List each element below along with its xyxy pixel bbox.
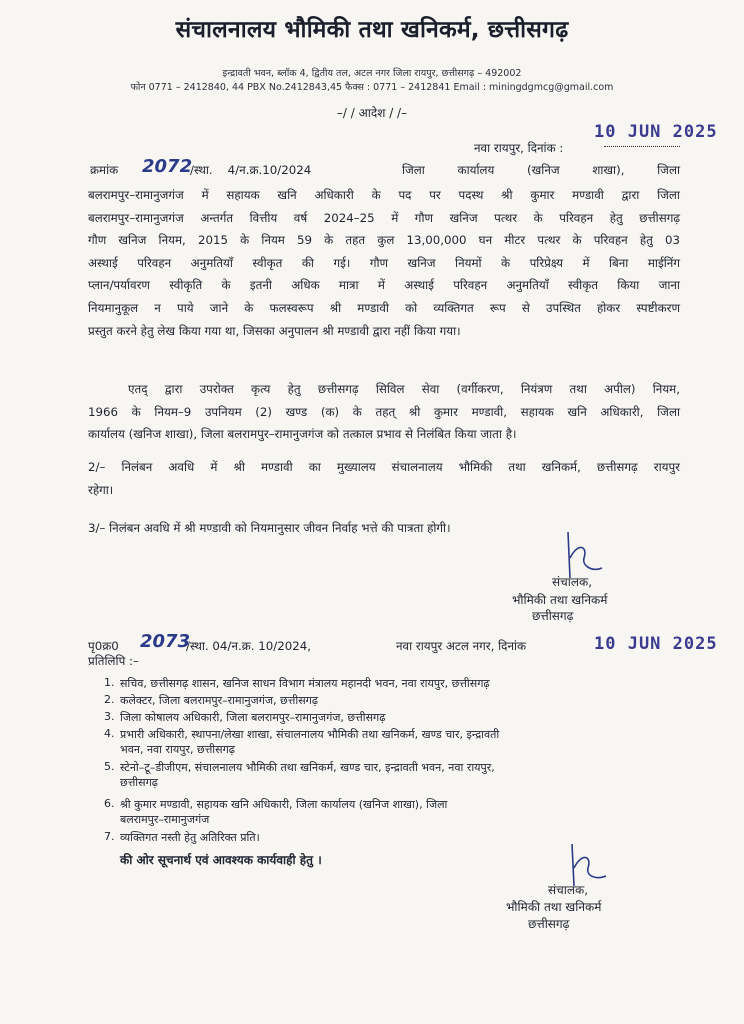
point-2-line: रहेगा। xyxy=(88,482,114,497)
signature1-designation: संचालक, xyxy=(552,575,593,589)
cc-item: सचिव, छत्तीसगढ़ शासन, खनिज साधन विभाग मंत्रालय महानदी भवन, नवा रायपुर, छत्तीसगढ़ xyxy=(120,677,490,690)
place-date-label: नवा रायपुर, दिनांक : xyxy=(474,141,564,155)
date-dotted-line xyxy=(604,146,680,147)
letterhead-title: संचालनालय भौमिकी तथा खनिकर्म, छत्तीसगढ़ xyxy=(175,17,569,43)
signature-mark xyxy=(558,528,608,580)
cc-item: श्री कुमार मण्डावी, सहायक खनि अधिकारी, जिला कार्यालय (खनिज शाखा), जिला xyxy=(120,798,448,811)
para1-line: बलरामपुर–रामानुजगंज अन्तर्गत वित्तीय वर्ष 2024–25 में गौण खनिज पत्थर के परिवहन हेतु छत्तीसगढ़ xyxy=(88,210,680,225)
cc-number: 2. xyxy=(104,693,115,706)
signature2-state: छत्तीसगढ़ xyxy=(528,917,570,931)
cc-number: 4. xyxy=(104,727,115,740)
cc-item: स्टेनो–टू–डीजीएम, संचालनालय भौमिकी तथा खनिकर्म, खण्ड चार, इन्द्रावती भवन, नवा रायपुर, xyxy=(120,761,495,774)
letterhead-address: इन्द्रावती भवन, ब्लॉक 4, द्वितीय तल, अटल नगर जिला रायपुर, छत्तीसगढ़ – 492002 xyxy=(222,68,522,79)
date-stamp: 10 JUN 2025 xyxy=(594,122,718,142)
cc-number: 6. xyxy=(104,797,115,810)
signature2-designation: संचालक, xyxy=(548,883,589,897)
para1-line: अस्थाई परिवहन अनुमतियाँ स्वीकृत की गई। गौण खनिज नियमों के परिप्रेक्ष्य में बिना माईनिंग xyxy=(88,255,680,270)
para2-line: एतद् द्वारा उपरोक्त कृत्य हेतु छत्तीसगढ़ सिविल सेवा (वर्गीकरण, नियंत्रण तथा अपील) नियम, xyxy=(128,382,680,396)
cc-item-continued: भवन, नवा रायपुर, छत्तीसगढ़ xyxy=(120,743,235,756)
cc-item: प्रभारी अधिकारी, स्थापना/लेखा शाखा, संचालनालय भौमिकी तथा खनिकर्म, खण्ड चार, इन्द्रावती xyxy=(120,728,500,741)
signature1-department: भौमिकी तथा खनिकर्म xyxy=(512,593,608,607)
signature1-state: छत्तीसगढ़ xyxy=(532,609,574,623)
cc-item: कलेक्टर, जिला बलरामपुर–रामानुजगंज, छत्तीसगढ़ xyxy=(120,694,319,707)
para2-line: कार्यालय (खनिज शाखा), जिला बलरामपुर–रामानुजगंज को तत्काल प्रभाव से निलंबित किया जाता है। xyxy=(88,427,517,442)
letterhead-contact: फोन 0771 – 2412840, 44 PBX No.2412843,45 फैक्स : 0771 – 2412841 Email : miningdgmcg@gmail.com xyxy=(130,82,614,93)
endorsement-prefix: पृ0क्र0 xyxy=(88,639,119,653)
para1-line: जिला कार्यालय (खनिज शाखा), जिला xyxy=(402,163,680,177)
cc-number: 5. xyxy=(104,760,115,773)
cc-item: जिला कोषालय अधिकारी, जिला बलरामपुर–रामानुजगंज, छत्तीसगढ़ xyxy=(120,711,386,724)
cc-item-continued: बलरामपुर–रामानुजगंज xyxy=(120,813,210,826)
ref-handwritten-number: 2072 xyxy=(142,156,193,177)
para1-line: गौण खनिज नियम, 2015 के नियम 59 के तहत कुल 13,00,000 घन मीटर पत्थर के परिवहन हेतु 03 xyxy=(88,233,680,248)
order-heading: –/ / आदेश / /– xyxy=(336,106,408,120)
ref-suffix: /स्था. 4/न.क्र.10/2024 xyxy=(190,163,312,177)
para2-line: 1966 के नियम–9 उपनियम (2) खण्ड (क) के तहत् श्री कुमार मण्डावी, सहायक खनि अधिकारी, जिला xyxy=(88,404,680,419)
endorsement-suffix: /स्था. 04/न.क्र. 10/2024, xyxy=(186,639,312,653)
signature2-department: भौमिकी तथा खनिकर्म xyxy=(506,900,602,914)
cc-item: व्यक्तिगत नस्ती हेतु अतिरिक्त प्रति। xyxy=(120,831,260,844)
cc-number: 3. xyxy=(104,710,115,723)
para1-line: नियमानुकूल न पाये जाने के फलस्वरूप श्री मण्डावी को व्यक्तिगत रूप से उपस्थित होकर स्पष्टीकरण xyxy=(88,300,680,315)
para1-line: बलरामपुर–रामानुजगंज में सहायक खनि अधिकारी के पद पर पदस्थ श्री कुमार मण्डावी द्वारा जिला xyxy=(88,188,680,202)
para2 xyxy=(88,378,680,446)
para1-line: प्लान/पर्यावरण स्वीकृति के इतनी अधिक मात्रा में अस्थाई परिवहन अनुमतियाँ स्वीकृत किया जाना xyxy=(88,278,680,293)
point-3: 3/– निलंबन अवधि में श्री मण्डावी को नियमानुसार जीवन निर्वाह भत्ते की पात्रता होगी। xyxy=(88,521,451,535)
point-2 xyxy=(88,456,680,501)
ref-prefix: क्रमांक xyxy=(90,163,119,177)
cc-item-continued: छत्तीसगढ़ xyxy=(120,776,158,789)
closing-note: की ओर सूचनार्थ एवं आवश्यक कार्यवाही हेतु । xyxy=(120,853,322,867)
point-2-line: 2/– निलंबन अवधि में श्री मण्डावी का मुख्यालय संचालनालय भौमिकी तथा खनिकर्म, छत्तीसगढ़ रायपुर xyxy=(88,460,680,474)
endorsement-place: नवा रायपुर अटल नगर, दिनांक xyxy=(396,639,527,653)
endorsement-date-stamp: 10 JUN 2025 xyxy=(594,634,718,654)
signature-mark xyxy=(562,840,612,888)
para1 xyxy=(88,184,680,342)
para1-line: प्रस्तुत करने हेतु लेख किया गया था, जिसका अनुपालन श्री मण्डावी द्वारा नहीं किया गया। xyxy=(88,323,461,338)
cc-number: 1. xyxy=(104,676,115,689)
copy-to-label: प्रतिलिपि :– xyxy=(88,654,139,668)
cc-number: 7. xyxy=(104,830,115,843)
endorsement-handwritten-number: 2073 xyxy=(140,631,191,652)
